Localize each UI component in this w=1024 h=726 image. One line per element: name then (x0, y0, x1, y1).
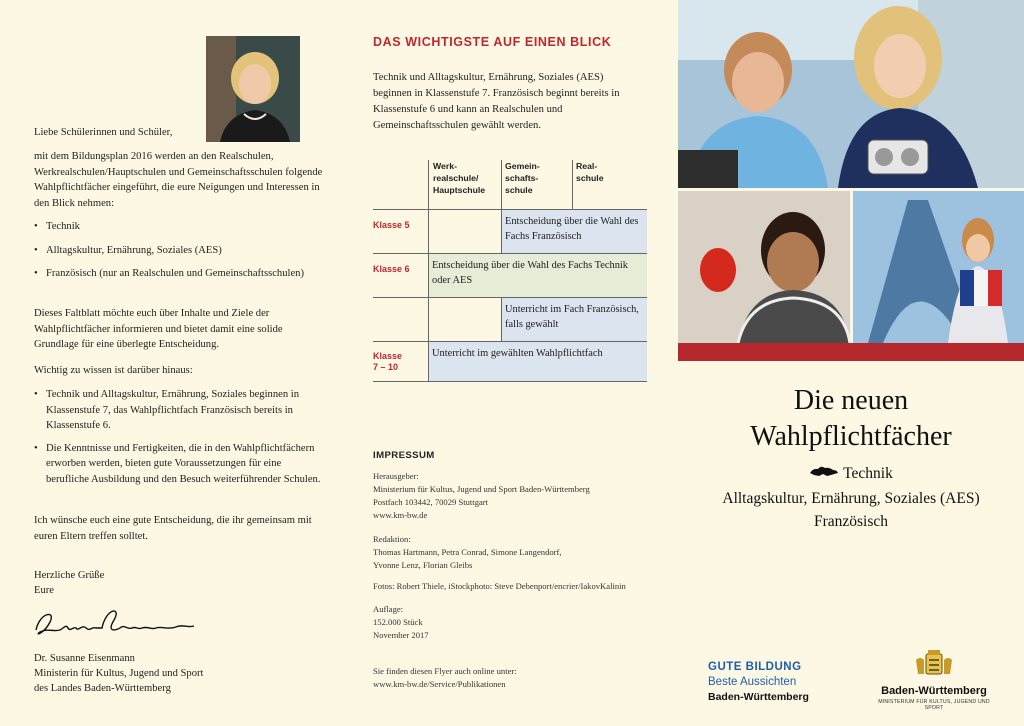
signatory-role: Ministerin für Kultus, Jugend und Sport (34, 668, 204, 679)
column-header: Real- schule (576, 161, 604, 183)
paragraph: Dieses Faltblatt möchte euch über Inhalte und Ziele der Wahlpflichtfächer informieren und bietet damit eine solide Grundlage für eine überlegte Entscheidung. (34, 308, 283, 350)
table-rule (373, 209, 647, 210)
impressum-heading: IMPRESSUM (373, 450, 435, 461)
table-cell: Unterricht im Fach Französisch, falls gewählt (501, 297, 647, 341)
list-item: • Französisch (nur an Realschulen und Gemeinschaftsschulen) (34, 266, 324, 282)
list-item: • Technik (34, 219, 324, 235)
logo-text-beste: Beste Aussichten (708, 676, 797, 688)
table-rule (373, 381, 647, 382)
cover-subject-technik (678, 464, 1024, 484)
logo-text: Baden-Württemberg (708, 691, 809, 703)
cover-title (678, 383, 1024, 455)
row-label: Klasse 5 (373, 220, 410, 230)
row-label: Klasse 6 (373, 264, 410, 274)
cover-subject-franzoesisch: Französisch (813, 513, 889, 530)
fact-list (34, 387, 324, 487)
logo-text: GUTE BILDUNG (708, 661, 802, 673)
logo-text: Baden-Württemberg (881, 685, 987, 697)
table-rule (501, 297, 502, 341)
cover-subject-aes: Alltagskultur, Ernährung, Soziales (AES) (722, 490, 980, 507)
signatory-name: Dr. Susanne Eisenmann (34, 653, 135, 664)
website-link[interactable]: www.km-bw.de (373, 510, 428, 520)
edition-label: Auflage: (373, 604, 404, 614)
address: Postfach 103442, 70029 Stuttgart (373, 497, 489, 507)
table-rule (428, 160, 429, 381)
list-item: • Technik und Alltagskultur, Ernährung, Soziales beginnen in Klassenstufe 7, das Wahlpflichtfach Französisch bereits in Klassenstufe 6. (34, 387, 324, 434)
left-panel (0, 0, 340, 726)
edition: 152.000 Stück (373, 617, 423, 627)
list-item: • Die Kenntnisse und Fertigkeiten, die in den Wahlpflichtfächern erworben werden, bieten gute Voraussetzungen für eine berufliche Ausbildung und den Besuch weiterführender Schulen. (34, 441, 324, 488)
table-cell: Unterricht im gewählten Wahlpflichtfach (428, 341, 647, 381)
editors: Yvonne Lenz, Florian Gleibs (373, 560, 473, 570)
gute-bildung-logo (708, 660, 809, 705)
table-rule (373, 341, 647, 342)
table-rule (501, 160, 502, 253)
table-rule (373, 297, 647, 298)
column-header: Gemein- schafts- schule (505, 161, 540, 195)
footer-logos (678, 648, 1024, 711)
cover-photo-collage (678, 0, 1024, 343)
greeting: Liebe Schülerinnen und Schüler, (34, 127, 173, 138)
table-cell: Entscheidung über die Wahl des Fachs Technik oder AES (428, 253, 647, 297)
cover-title-line1: Die neuen (793, 385, 909, 416)
closing-eure: Eure (34, 585, 54, 596)
column-header: Werk- realschule/ Hauptschule (433, 161, 486, 195)
intro-paragraph: mit dem Bildungsplan 2016 werden an den Realschulen, Werkrealschulen/Hauptschulen und Gemeinschaftsschulen folgende Wahlpflichtfächer eingeführt, die eure Neigungen und Interessen in den Blick nehmen: (34, 151, 323, 209)
closing-greeting: Herzliche Grüße (34, 570, 105, 581)
signature (30, 602, 200, 642)
subject-list (34, 219, 324, 282)
online-note: Sie finden diesen Flyer auch online unter: (373, 666, 517, 676)
right-panel (678, 0, 1024, 726)
online-url-link[interactable]: www.km-bw.de/Service/Publikationen (373, 679, 506, 689)
table-rule (373, 253, 647, 254)
list-item: • Alltagskultur, Ernährung, Soziales (AES) (34, 243, 324, 259)
editorial-label: Redaktion: (373, 534, 411, 544)
paragraph: Ich wünsche euch eine gute Entscheidung, die ihr gemeinsam mit euren Eltern treffen solltet. (34, 515, 312, 542)
editors: Thomas Hartmann, Petra Conrad, Simone Langendorf, (373, 547, 562, 557)
table-rule (572, 160, 573, 209)
accent-band (678, 343, 1024, 361)
cover-title-line2: Wahlpflichtfächer (750, 421, 952, 452)
date: November 2017 (373, 630, 429, 640)
baden-wuerttemberg-logo (874, 650, 994, 711)
row-label: Klasse 7 – 10 (373, 351, 403, 372)
lion-icon (809, 464, 839, 484)
paragraph: Wichtig zu wissen ist darüber hinaus: (34, 365, 193, 376)
logo-text (708, 675, 809, 690)
publisher-label: Herausgeber: (373, 471, 419, 481)
table-cell: Entscheidung über die Wahl des Fachs Französisch (501, 209, 647, 253)
publisher: Ministerium für Kultus, Jugend und Sport Baden-Württemberg (373, 484, 590, 494)
middle-panel (340, 0, 678, 726)
coat-of-arms-icon (914, 665, 954, 682)
section-heading: DAS WICHTIGSTE AUF EINEN BLICK (373, 35, 612, 49)
signatory-role-state: des Landes Baden-Württemberg (34, 683, 171, 694)
logo-subtext: MINISTERIUM FÜR KULTUS, JUGEND UND SPORT (878, 699, 990, 711)
photo-credits: Fotos: Robert Thiele, iStockphoto: Steve Debenport/encrier/IakovKalinin (373, 581, 626, 591)
subject-label: Technik (843, 465, 893, 482)
intro-paragraph: Technik und Alltagskultur, Ernährung, Soziales (AES) beginnen in Klassenstufe 7. Französisch beginnt bereits in Klassenstufe 6 und kann an Realschulen und Gemeinschaftsschulen gewählt werden. (373, 72, 620, 131)
